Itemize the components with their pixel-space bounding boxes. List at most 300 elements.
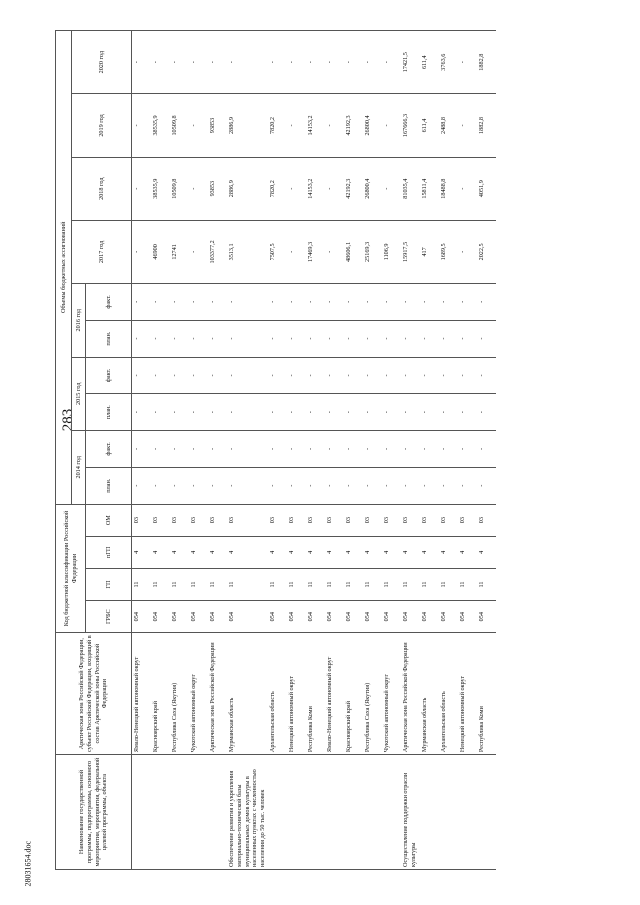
cell-plan-2014: - [306, 467, 325, 504]
cell-grbs: 054 [325, 601, 344, 633]
table-row [151, 31, 170, 870]
cell-2018: 42192,3 [344, 157, 363, 220]
cell-fact-2015: - [363, 357, 382, 394]
cell-2020: - [170, 31, 189, 94]
cell-2020: 1882,8 [477, 31, 496, 94]
cell-plan-2014: - [420, 467, 439, 504]
cell-fact-2014: - [401, 431, 420, 468]
row-zone: Чукотский автономный округ [189, 633, 208, 755]
cell-2020: - [344, 31, 363, 94]
cell-fact-2014: - [268, 431, 287, 468]
cell-2019: 7820,2 [268, 94, 287, 157]
header-pgp: пГП [86, 536, 132, 568]
cell-fact-2015: - [439, 357, 458, 394]
cell-2019: - [325, 94, 344, 157]
cell-plan-2016: - [132, 320, 152, 357]
row-zone: Арктическая зона Российской Федерации [208, 633, 227, 755]
cell-plan-2014: - [401, 467, 420, 504]
cell-fact-2016: - [401, 283, 420, 320]
cell-pgp: 4 [458, 536, 477, 568]
cell-plan-2015: - [170, 394, 189, 431]
cell-grbs: 054 [363, 601, 382, 633]
cell-2017: - [325, 220, 344, 283]
cell-plan-2014: - [458, 467, 477, 504]
cell-2017: 46900 [151, 220, 170, 283]
cell-2017: 25169,3 [363, 220, 382, 283]
cell-gp: 11 [458, 568, 477, 600]
header-om: ОМ [86, 504, 132, 536]
cell-fact-2014: - [363, 431, 382, 468]
table-row [306, 31, 325, 870]
cell-fact-2015: - [477, 357, 496, 394]
cell-plan-2014: - [170, 467, 189, 504]
cell-2020: - [325, 31, 344, 94]
cell-pgp: 4 [439, 536, 458, 568]
table-row [189, 31, 208, 870]
cell-2019: 611,4 [420, 94, 439, 157]
cell-2017: 1689,5 [439, 220, 458, 283]
row-zone: Республика Саха (Якутия) [170, 633, 189, 755]
cell-2019: - [189, 94, 208, 157]
cell-plan-2015: - [227, 394, 268, 431]
cell-fact-2015: - [170, 357, 189, 394]
cell-2018: - [382, 157, 401, 220]
row-name [420, 755, 439, 870]
row-name [363, 755, 382, 870]
table-row [132, 31, 152, 870]
cell-2018: 2886,9 [227, 157, 268, 220]
cell-om: 03 [208, 504, 227, 536]
cell-grbs: 054 [382, 601, 401, 633]
cell-fact-2014: - [287, 431, 306, 468]
row-name [189, 755, 208, 870]
cell-plan-2014: - [151, 467, 170, 504]
cell-plan-2016: - [287, 320, 306, 357]
cell-plan-2015: - [382, 394, 401, 431]
cell-pgp: 4 [325, 536, 344, 568]
cell-om: 03 [325, 504, 344, 536]
cell-fact-2015: - [344, 357, 363, 394]
cell-2018: 93853 [208, 157, 227, 220]
cell-fact-2016: - [227, 283, 268, 320]
cell-fact-2016: - [325, 283, 344, 320]
cell-plan-2016: - [306, 320, 325, 357]
cell-2018: - [325, 157, 344, 220]
cell-2019: 14153,2 [306, 94, 325, 157]
cell-fact-2016: - [287, 283, 306, 320]
table-row [363, 31, 382, 870]
table-row [170, 31, 189, 870]
table-row [382, 31, 401, 870]
cell-gp: 11 [227, 568, 268, 600]
cell-plan-2016: - [170, 320, 189, 357]
row-name [306, 755, 325, 870]
header-grbs: ГРБС [86, 601, 132, 633]
table-row [208, 31, 227, 870]
document-reference: 28031654.doc [23, 840, 33, 887]
cell-2017: - [458, 220, 477, 283]
cell-2017: 17469,3 [306, 220, 325, 283]
cell-grbs: 054 [287, 601, 306, 633]
cell-plan-2016: - [439, 320, 458, 357]
row-zone: Чукотский автономный округ [382, 633, 401, 755]
row-zone: Ямало-Ненецкий автономный округ [132, 633, 152, 755]
cell-fact-2014: - [306, 431, 325, 468]
row-name [151, 755, 170, 870]
cell-2017: 2022,5 [477, 220, 496, 283]
cell-fact-2014: - [132, 431, 152, 468]
cell-fact-2015: - [306, 357, 325, 394]
cell-2018: 38535,9 [151, 157, 170, 220]
cell-pgp: 4 [363, 536, 382, 568]
row-zone: Архангельская область [268, 633, 287, 755]
row-name [477, 755, 496, 870]
cell-om: 03 [287, 504, 306, 536]
header-budget-class: Код бюджетной классификации Российской Федерации [56, 504, 86, 633]
cell-2019: - [382, 94, 401, 157]
budget-table [55, 30, 496, 870]
cell-fact-2015: - [268, 357, 287, 394]
cell-plan-2015: - [208, 394, 227, 431]
cell-2019: 167666,3 [401, 94, 420, 157]
cell-grbs: 054 [477, 601, 496, 633]
cell-fact-2015: - [458, 357, 477, 394]
row-zone: Ямало-Ненецкий автономный округ [325, 633, 344, 755]
cell-2017: 1106,9 [382, 220, 401, 283]
row-zone: Арктическая зона Российской Федерации [401, 633, 420, 755]
cell-om: 03 [363, 504, 382, 536]
header-zone: Арктическая зона Российской Федерации, субъект Российской Федерации, входящий в состав Арктической зоны Российской Федерации [56, 633, 132, 755]
cell-fact-2014: - [458, 431, 477, 468]
cell-2018: 10509,8 [170, 157, 189, 220]
cell-grbs: 054 [306, 601, 325, 633]
cell-plan-2016: - [189, 320, 208, 357]
cell-plan-2014: - [189, 467, 208, 504]
cell-plan-2016: - [208, 320, 227, 357]
cell-pgp: 4 [151, 536, 170, 568]
cell-2020: - [268, 31, 287, 94]
cell-2017: 3513,1 [227, 220, 268, 283]
cell-2018: 14153,2 [306, 157, 325, 220]
cell-plan-2016: - [382, 320, 401, 357]
cell-2018: 81035,4 [401, 157, 420, 220]
cell-gp: 11 [439, 568, 458, 600]
cell-2020: - [151, 31, 170, 94]
cell-gp: 11 [151, 568, 170, 600]
cell-plan-2014: - [363, 467, 382, 504]
cell-fact-2014: - [477, 431, 496, 468]
header-2014: 2014 год [72, 431, 86, 505]
cell-2020: - [306, 31, 325, 94]
row-name [132, 755, 152, 870]
cell-grbs: 054 [401, 601, 420, 633]
cell-om: 03 [382, 504, 401, 536]
cell-plan-2014: - [382, 467, 401, 504]
cell-fact-2016: - [132, 283, 152, 320]
cell-2020: 17421,5 [401, 31, 420, 94]
cell-2019: - [458, 94, 477, 157]
cell-plan-2014: - [344, 467, 363, 504]
cell-2017: 7507,5 [268, 220, 287, 283]
cell-gp: 11 [287, 568, 306, 600]
cell-gp: 11 [306, 568, 325, 600]
cell-plan-2015: - [132, 394, 152, 431]
cell-plan-2015: - [268, 394, 287, 431]
cell-gp: 11 [401, 568, 420, 600]
cell-grbs: 054 [268, 601, 287, 633]
cell-gp: 11 [420, 568, 439, 600]
table-body [132, 31, 496, 870]
cell-plan-2015: - [477, 394, 496, 431]
cell-2019: 2488,8 [439, 94, 458, 157]
cell-om: 03 [458, 504, 477, 536]
cell-gp: 11 [382, 568, 401, 600]
cell-2017: 15917,5 [401, 220, 420, 283]
cell-plan-2015: - [306, 394, 325, 431]
cell-2019: 1882,8 [477, 94, 496, 157]
cell-plan-2015: - [189, 394, 208, 431]
cell-om: 03 [401, 504, 420, 536]
cell-plan-2016: - [325, 320, 344, 357]
cell-fact-2016: - [344, 283, 363, 320]
header-fact-2016: факт. [86, 283, 132, 320]
header-2016: 2016 год [72, 283, 86, 357]
cell-fact-2015: - [287, 357, 306, 394]
cell-om: 03 [344, 504, 363, 536]
cell-om: 03 [189, 504, 208, 536]
cell-fact-2016: - [151, 283, 170, 320]
cell-grbs: 054 [420, 601, 439, 633]
table-header [56, 31, 132, 870]
cell-pgp: 4 [344, 536, 363, 568]
cell-2017: - [132, 220, 152, 283]
cell-plan-2015: - [151, 394, 170, 431]
row-name [382, 755, 401, 870]
cell-2020: 611,4 [420, 31, 439, 94]
cell-plan-2014: - [208, 467, 227, 504]
header-name: Наименование государственной программы, подпрограммы, основного мероприятия, мероприятия, федеральной целевой программы, объекта [56, 755, 132, 870]
cell-gp: 11 [363, 568, 382, 600]
header-2020: 2020 год [72, 31, 132, 94]
cell-fact-2014: - [208, 431, 227, 468]
rotated-page-content [55, 30, 565, 870]
table-row [287, 31, 306, 870]
cell-2017: - [189, 220, 208, 283]
cell-om: 03 [477, 504, 496, 536]
cell-pgp: 4 [189, 536, 208, 568]
cell-grbs: 054 [170, 601, 189, 633]
header-fact-2015: факт. [86, 357, 132, 394]
cell-fact-2016: - [363, 283, 382, 320]
cell-plan-2015: - [439, 394, 458, 431]
cell-2020: - [227, 31, 268, 94]
cell-2020: - [208, 31, 227, 94]
header-plan-2014: план. [86, 467, 132, 504]
cell-fact-2016: - [170, 283, 189, 320]
cell-fact-2014: - [227, 431, 268, 468]
row-zone: Красноярский край [344, 633, 363, 755]
cell-fact-2015: - [189, 357, 208, 394]
cell-pgp: 4 [132, 536, 152, 568]
cell-om: 03 [268, 504, 287, 536]
row-name [268, 755, 287, 870]
row-name [170, 755, 189, 870]
cell-fact-2014: - [344, 431, 363, 468]
cell-fact-2015: - [382, 357, 401, 394]
cell-grbs: 054 [458, 601, 477, 633]
row-name [287, 755, 306, 870]
cell-2020: - [189, 31, 208, 94]
table-row [227, 31, 268, 870]
row-name [344, 755, 363, 870]
cell-2018: 26800,4 [363, 157, 382, 220]
cell-fact-2016: - [189, 283, 208, 320]
cell-om: 03 [227, 504, 268, 536]
cell-2019: 2886,9 [227, 94, 268, 157]
row-zone: Ненецкий автономный округ [458, 633, 477, 755]
row-zone: Республика Коми [477, 633, 496, 755]
cell-fact-2014: - [189, 431, 208, 468]
cell-2017: 48606,1 [344, 220, 363, 283]
row-zone: Красноярский край [151, 633, 170, 755]
cell-fact-2015: - [208, 357, 227, 394]
cell-2017: 103377,2 [208, 220, 227, 283]
table-row [420, 31, 439, 870]
row-name [208, 755, 227, 870]
cell-fact-2014: - [420, 431, 439, 468]
row-zone: Республика Коми [306, 633, 325, 755]
table-row [344, 31, 363, 870]
row-zone: Мурманская область [420, 633, 439, 755]
cell-2019: 42192,3 [344, 94, 363, 157]
cell-plan-2016: - [227, 320, 268, 357]
cell-plan-2016: - [268, 320, 287, 357]
header-plan-2015: план. [86, 394, 132, 431]
cell-2019: - [132, 94, 152, 157]
cell-gp: 11 [477, 568, 496, 600]
cell-plan-2015: - [458, 394, 477, 431]
cell-2020: - [363, 31, 382, 94]
cell-fact-2014: - [170, 431, 189, 468]
cell-fact-2016: - [268, 283, 287, 320]
cell-plan-2015: - [420, 394, 439, 431]
cell-2020: - [287, 31, 306, 94]
cell-fact-2016: - [382, 283, 401, 320]
cell-fact-2016: - [306, 283, 325, 320]
row-zone: Мурманская область [227, 633, 268, 755]
cell-fact-2016: - [477, 283, 496, 320]
cell-2018: - [132, 157, 152, 220]
page-number: 283 [60, 408, 76, 432]
cell-2019: 93853 [208, 94, 227, 157]
cell-2018: 4051,9 [477, 157, 496, 220]
cell-pgp: 4 [306, 536, 325, 568]
cell-2019: - [287, 94, 306, 157]
cell-om: 03 [132, 504, 152, 536]
cell-gp: 11 [189, 568, 208, 600]
cell-plan-2014: - [325, 467, 344, 504]
header-2015: 2015 год [72, 357, 86, 431]
cell-fact-2016: - [439, 283, 458, 320]
row-zone: Архангельская область [439, 633, 458, 755]
header-2019: 2019 год [72, 94, 132, 157]
cell-2020: - [458, 31, 477, 94]
row-name: Осуществление поддержки отрасли культуры [401, 755, 420, 870]
cell-2020: 3763,6 [439, 31, 458, 94]
cell-2017: - [287, 220, 306, 283]
cell-2018: - [287, 157, 306, 220]
header-2017: 2017 год [72, 220, 132, 283]
cell-plan-2015: - [287, 394, 306, 431]
cell-gp: 11 [344, 568, 363, 600]
cell-2020: - [132, 31, 152, 94]
cell-gp: 11 [268, 568, 287, 600]
cell-fact-2014: - [151, 431, 170, 468]
cell-pgp: 4 [208, 536, 227, 568]
table-row [325, 31, 344, 870]
row-name [439, 755, 458, 870]
cell-2019: 10509,8 [170, 94, 189, 157]
cell-fact-2015: - [325, 357, 344, 394]
cell-plan-2015: - [325, 394, 344, 431]
cell-gp: 11 [208, 568, 227, 600]
header-gp: ГП [86, 568, 132, 600]
cell-plan-2015: - [401, 394, 420, 431]
table-row [268, 31, 287, 870]
cell-grbs: 054 [132, 601, 152, 633]
cell-plan-2014: - [268, 467, 287, 504]
cell-om: 03 [306, 504, 325, 536]
cell-fact-2015: - [132, 357, 152, 394]
cell-fact-2014: - [325, 431, 344, 468]
table-row [477, 31, 496, 870]
cell-pgp: 4 [477, 536, 496, 568]
cell-grbs: 054 [189, 601, 208, 633]
cell-plan-2014: - [132, 467, 152, 504]
cell-plan-2016: - [458, 320, 477, 357]
cell-plan-2015: - [344, 394, 363, 431]
cell-fact-2015: - [227, 357, 268, 394]
cell-om: 03 [420, 504, 439, 536]
cell-plan-2016: - [363, 320, 382, 357]
cell-plan-2016: - [401, 320, 420, 357]
table-row [439, 31, 458, 870]
cell-pgp: 4 [401, 536, 420, 568]
row-zone: Республика Саха (Якутия) [363, 633, 382, 755]
header-plan-2016: план. [86, 320, 132, 357]
row-name [458, 755, 477, 870]
cell-fact-2016: - [208, 283, 227, 320]
cell-gp: 11 [170, 568, 189, 600]
cell-2018: - [189, 157, 208, 220]
cell-2019: 26800,4 [363, 94, 382, 157]
cell-plan-2014: - [477, 467, 496, 504]
cell-grbs: 054 [439, 601, 458, 633]
row-zone: Ненецкий автономный округ [287, 633, 306, 755]
row-name: Обеспечение развития и укрепления материально-технической базы муниципальных домов культуры в населенных пунктах с численностью населения до 50 тыс. человек [227, 755, 268, 870]
cell-2018: 7820,2 [268, 157, 287, 220]
cell-fact-2015: - [420, 357, 439, 394]
cell-2018: 18488,8 [439, 157, 458, 220]
cell-fact-2015: - [151, 357, 170, 394]
cell-pgp: 4 [227, 536, 268, 568]
cell-fact-2016: - [420, 283, 439, 320]
cell-plan-2016: - [151, 320, 170, 357]
cell-om: 03 [439, 504, 458, 536]
cell-plan-2016: - [344, 320, 363, 357]
cell-fact-2016: - [458, 283, 477, 320]
row-name [325, 755, 344, 870]
